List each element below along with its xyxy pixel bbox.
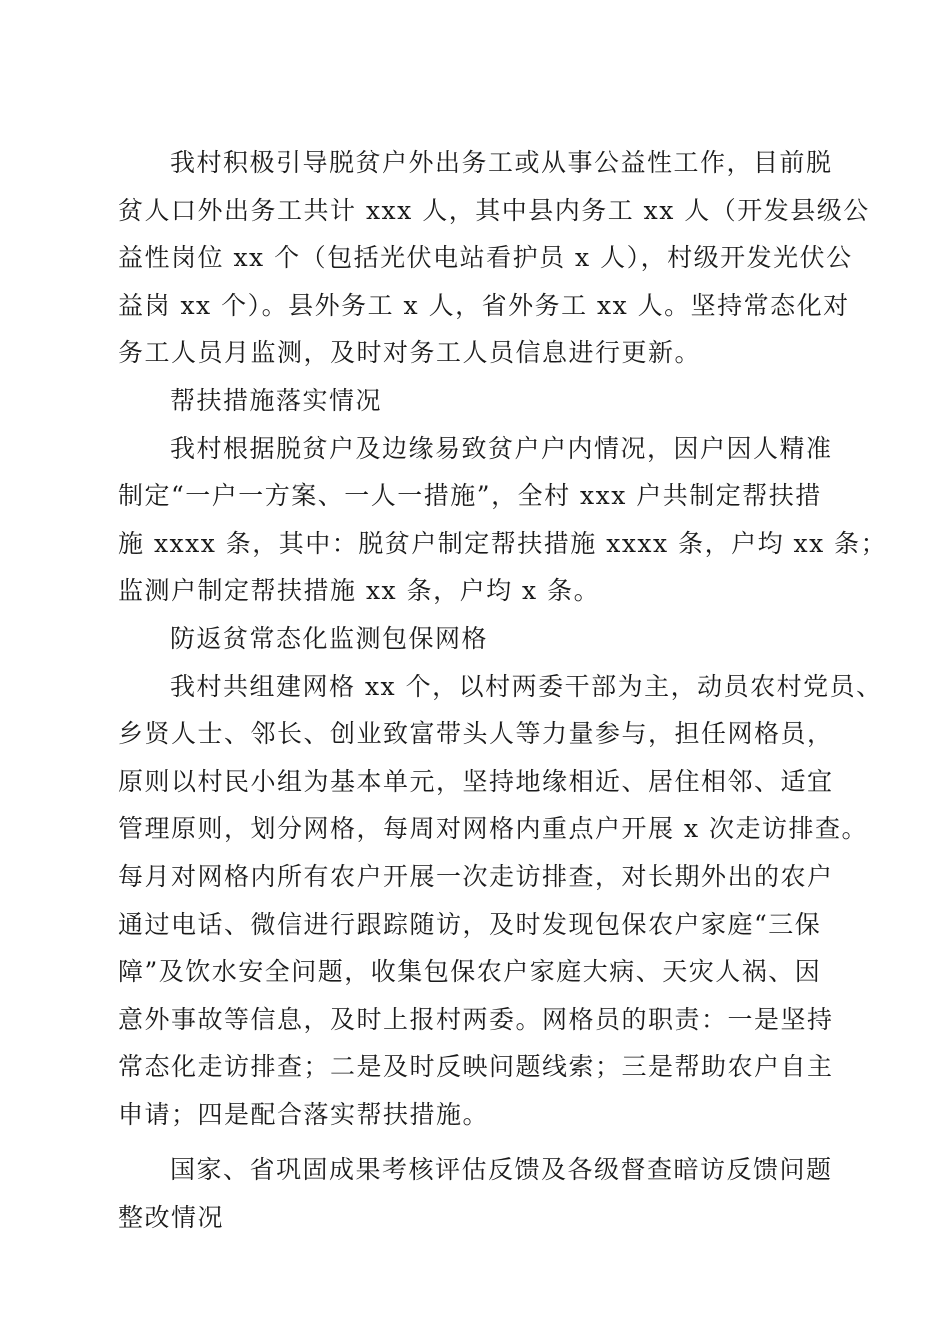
text-line: 我村根据脱贫户及边缘易致贫户户内情况，因户因人精准 xyxy=(170,433,833,463)
text-line: 管理原则，划分网格，每周对网格内重点户开展 x 次走访排查。 xyxy=(118,814,868,844)
text-line: 障”及饮水安全问题，收集包保农户家庭大病、天灾人祸、因 xyxy=(118,957,822,987)
text-line: 我村共组建网格 xx 个，以村两委干部为主，动员农村党员、 xyxy=(170,671,883,701)
paragraph-assistance-measures xyxy=(118,425,888,615)
text-line: 常态化走访排查；二是及时反映问题线索；三是帮助农户自主 xyxy=(118,1052,834,1082)
text-line: 益性岗位 xx 个（包括光伏电站看护员 x 人），村级开发光伏公 xyxy=(118,243,853,273)
text-line: 务工人员月监测，及时对务工人员信息进行更新。 xyxy=(118,338,702,368)
text-line: 每月对网格内所有农户开展一次走访排查，对长期外出的农户 xyxy=(118,861,834,891)
text-line: 通过电话、微信进行跟踪随访，及时发现包保农户家庭“三保 xyxy=(118,909,822,939)
document-page xyxy=(118,139,888,1242)
text-line: 益岗 xx 个）。县外务工 x 人，省外务工 xx 人。坚持常态化对 xyxy=(118,290,850,320)
text-line: 我村积极引导脱贫户外出务工或从事公益性工作，目前脱 xyxy=(170,148,833,177)
text-line: 施 xxxx 条，其中：脱贫户制定帮扶措施 xxxx 条，户均 xx 条； xyxy=(118,528,888,558)
heading-line: 整改情况 xyxy=(118,1203,225,1233)
section-heading-assistance-measures xyxy=(118,377,832,425)
heading-line: 国家、省巩固成果考核评估反馈及各级督查暗访反馈问题 xyxy=(170,1155,833,1185)
text-line: 原则以村民小组为基本单元，坚持地缘相近、居住相邻、适宜 xyxy=(118,766,834,796)
section-heading-monitoring-grid xyxy=(118,615,832,663)
heading-line: 帮扶措施落实情况 xyxy=(170,385,383,415)
paragraph-labor-export xyxy=(118,139,870,377)
text-line: 贫人口外出务工共计 xxx 人，其中县内务工 xx 人（开发县级公 xyxy=(118,195,870,225)
spacer xyxy=(118,1138,832,1146)
section-heading-rectification xyxy=(118,1146,832,1241)
paragraph-monitoring-grid xyxy=(118,663,883,1139)
text-line: 申请；四是配合落实帮扶措施。 xyxy=(118,1099,490,1129)
text-line: 监测户制定帮扶措施 xx 条，户均 x 条。 xyxy=(118,576,601,606)
text-line: 乡贤人士、邻长、创业致富带头人等力量参与，担任网格员， xyxy=(118,719,834,749)
text-line: 制定“一户一方案、一人一措施”，全村 xxx 户共制定帮扶措 xyxy=(118,481,822,511)
text-line: 意外事故等信息，及时上报村两委。网格员的职责：一是坚持 xyxy=(118,1004,834,1034)
heading-line: 防返贫常态化监测包保网格 xyxy=(170,623,489,653)
